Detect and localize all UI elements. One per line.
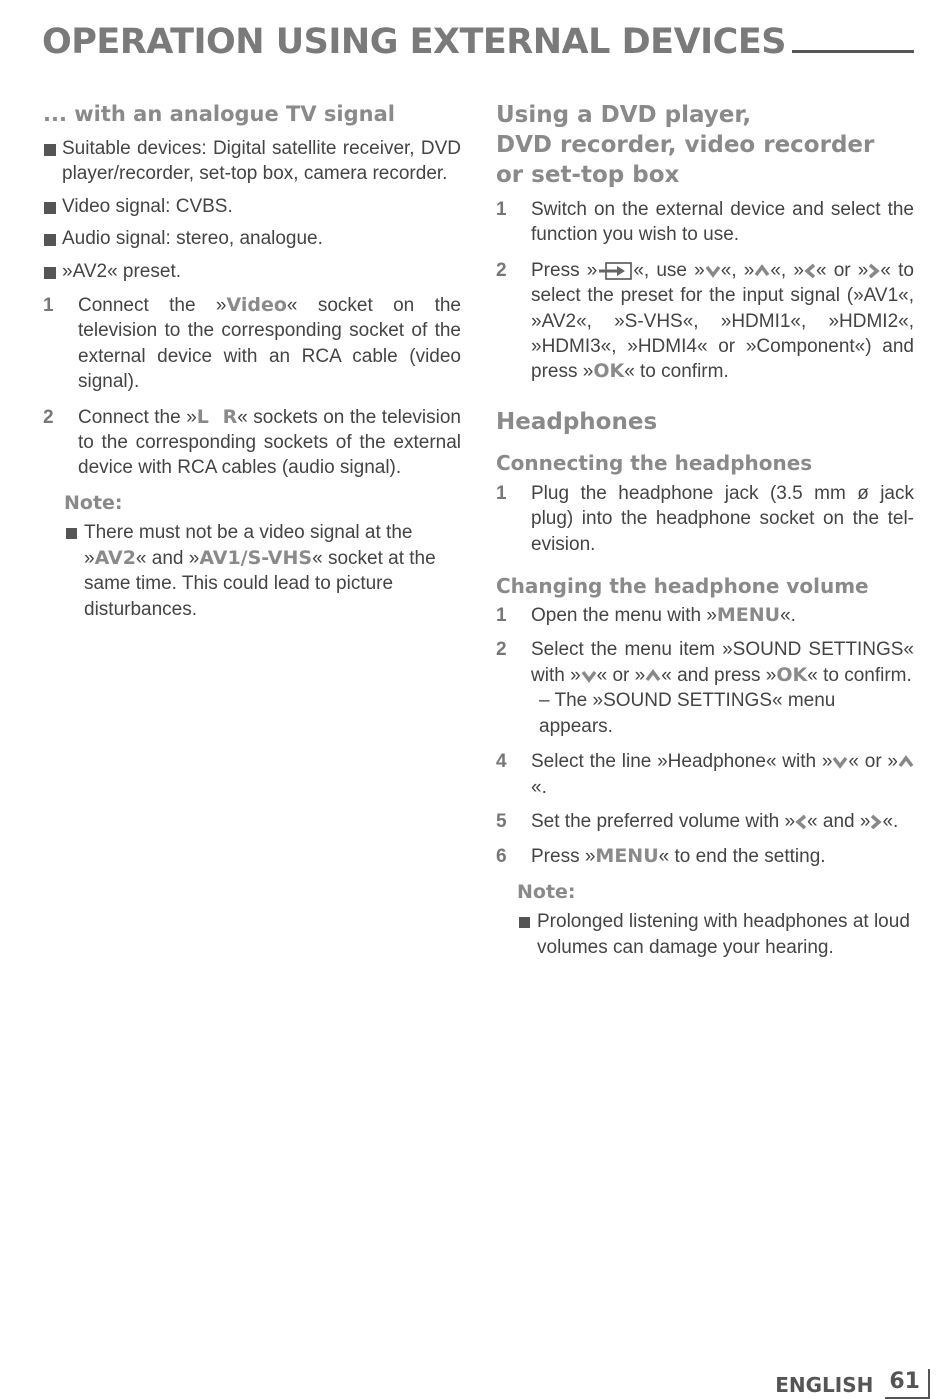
down-arrow-icon bbox=[705, 264, 721, 278]
page-number: 61 bbox=[885, 1369, 930, 1399]
step-number: 2 bbox=[496, 639, 507, 661]
down-arrow-icon bbox=[581, 669, 597, 683]
connect-step-1: 1 Plug the headphone jack (3.5 mm ø jack plug) into the headphone socket on the tel-evision. bbox=[496, 482, 914, 555]
step-number: 1 bbox=[496, 482, 507, 504]
lr-socket-label: L R bbox=[196, 405, 238, 428]
right-column bbox=[496, 100, 914, 960]
right-note bbox=[517, 880, 914, 960]
up-arrow-icon bbox=[898, 755, 914, 769]
up-arrow-icon bbox=[754, 264, 770, 278]
left-column bbox=[43, 100, 461, 622]
page-title: OPERATION USING EXTERNAL DEVICES bbox=[42, 22, 786, 62]
volume-step-1: 1 Open the menu with »MENU«. bbox=[496, 603, 914, 628]
right-arrow-icon bbox=[868, 263, 880, 279]
bullet-preset: »AV2« preset. bbox=[43, 259, 461, 284]
down-arrow-icon bbox=[832, 755, 848, 769]
dvd-step-2: 2 Press » «, use » «, » «, » « or » « to select the preset for the input signal (»AV1«, »AV2«, »S-VHS«, »HDMI1«, »HDMI2«, »HDMI3«, »HDMI4« or »Component«) and press »OK« to confirm. bbox=[496, 259, 914, 383]
analogue-heading: ... with an analogue TV signal bbox=[43, 102, 395, 126]
step-number: 4 bbox=[496, 751, 507, 773]
headphones-heading: Headphones bbox=[496, 408, 658, 435]
left-step-2: 2 Connect the »L R« sockets on the television to the corresponding sockets of the external device with RCA cables (audio signal). bbox=[43, 405, 461, 479]
page-header bbox=[42, 18, 914, 62]
title-rule bbox=[792, 50, 914, 53]
right-arrow-icon bbox=[870, 814, 882, 830]
video-socket-label: Video bbox=[226, 294, 287, 317]
bullet-audio: Audio signal: stereo, analogue. bbox=[43, 226, 461, 251]
bullet-devices: Suitable devices: Digital satellite receiver, DVD player/recorder, set-top box, camera recorder. bbox=[43, 136, 461, 187]
volume-step-6: 6 Press »MENU« to end the setting. bbox=[496, 844, 914, 869]
left-step-1: 1 Connect the »Video« socket on the television to the corresponding socket of the external device with an RCA cable (video signal). bbox=[43, 294, 461, 393]
step-number: 6 bbox=[496, 846, 507, 868]
volume-step-4: 4 Select the line »Headphone« with » « or »«. bbox=[496, 749, 914, 800]
page-footer bbox=[775, 1361, 930, 1399]
language-label: ENGLISH bbox=[775, 1373, 874, 1397]
note-text: There must not be a video signal at the »AV2« and »AV1/S-VHS« socket at the same time. This could lead to picture disturbances. bbox=[64, 520, 461, 622]
left-arrow-icon bbox=[795, 814, 807, 830]
input-source-icon bbox=[597, 261, 633, 281]
step-number: 5 bbox=[496, 810, 507, 832]
step-number: 2 bbox=[43, 406, 54, 428]
volume-step-2: 2 Select the menu item »SOUND SETTINGS« with » « or » « and press »OK« to confirm. bbox=[496, 639, 914, 686]
step-number: 1 bbox=[43, 295, 54, 317]
dvd-step-1: 1 Switch on the external device and select the function you wish to use. bbox=[496, 199, 914, 246]
note-label: Note: bbox=[517, 880, 576, 903]
dvd-heading: Using a DVD player, DVD recorder, video recorder or set-top box bbox=[496, 102, 875, 188]
volume-step-2-result: – The »SOUND SETTINGS« menu appears. bbox=[539, 690, 836, 737]
changing-volume-heading: Changing the headphone volume bbox=[496, 574, 869, 599]
step-number: 1 bbox=[496, 199, 507, 220]
volume-step-5: 5 Set the preferred volume with » « and » «. bbox=[496, 809, 914, 834]
note-label: Note: bbox=[64, 491, 123, 514]
up-arrow-icon bbox=[645, 669, 661, 683]
connecting-headphones-heading: Connecting the headphones bbox=[496, 450, 813, 475]
step-number: 1 bbox=[496, 605, 507, 627]
left-note bbox=[64, 491, 461, 622]
left-arrow-icon bbox=[804, 263, 816, 279]
bullet-video: Video signal: CVBS. bbox=[43, 194, 461, 219]
note-text: Prolonged listening with headphones at loud volumes can damage your hearing. bbox=[517, 909, 914, 960]
step-number: 2 bbox=[496, 259, 507, 281]
